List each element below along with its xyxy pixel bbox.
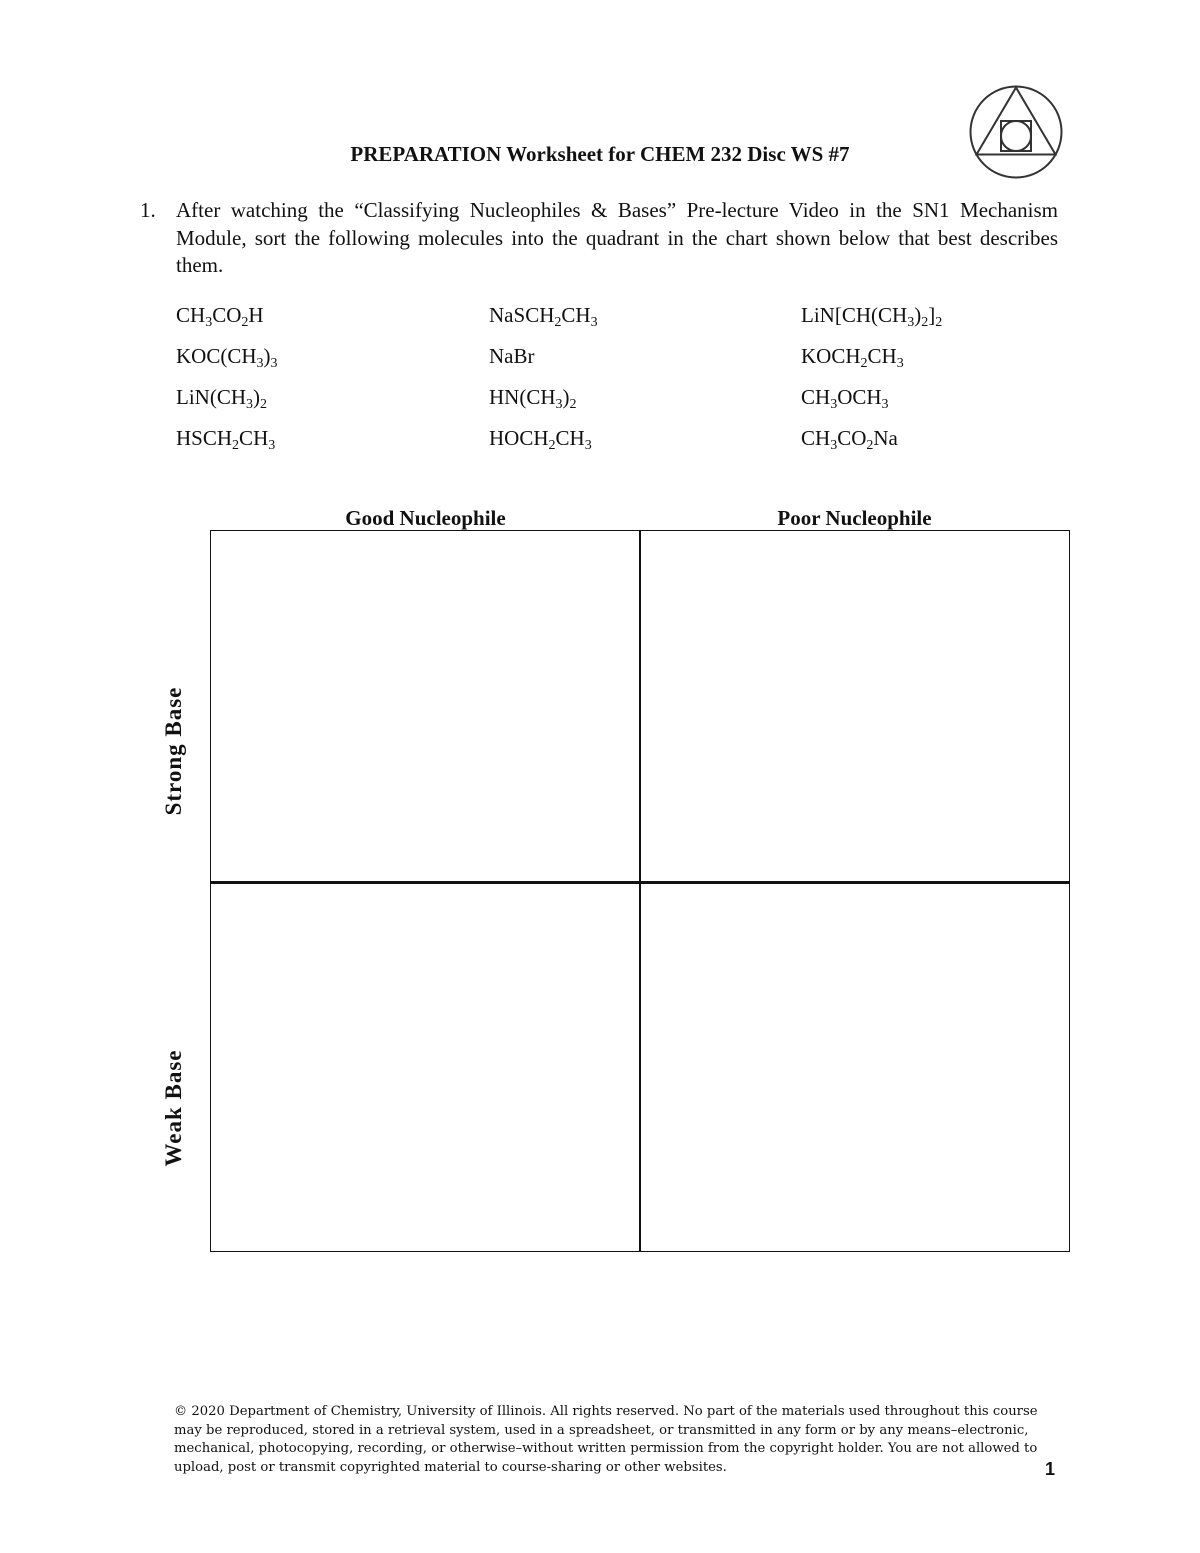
quadrant-good-nucleophile-strong-base[interactable] (211, 531, 639, 881)
molecule-formula: $NaSCH_2CH_3$ (489, 303, 598, 330)
molecule-formula: $KOCH_2CH_3$ (801, 344, 904, 371)
molecule-formula: $HN(CH_3)_2$ (489, 385, 577, 412)
quadrant-poor-nucleophile-strong-base[interactable] (641, 531, 1069, 881)
molecule-formula: $CH_3OCH_3$ (801, 385, 889, 412)
molecule-formula: $KOC(CH_3)_3$ (176, 344, 278, 371)
row-label-strong-base: Strong Base (161, 686, 186, 816)
molecule-row (176, 426, 1076, 467)
column-header-good-nucleophile: Good Nucleophile (345, 506, 506, 530)
page-number: 1 (1045, 1459, 1056, 1479)
molecule-formula: $HSCH_2CH_3$ (176, 426, 276, 453)
grid-divider-horizontal (211, 881, 1069, 884)
molecule-formula: $CH_3CO_2Na$ (801, 426, 898, 453)
quadrant-poor-nucleophile-weak-base[interactable] (641, 884, 1069, 1250)
grid-divider-vertical (639, 531, 641, 1251)
molecule-row (176, 385, 1076, 426)
molecule-row (176, 303, 1076, 344)
question-1 (140, 197, 1058, 280)
classification-grid (210, 530, 1070, 1252)
quadrant-good-nucleophile-weak-base[interactable] (211, 884, 639, 1250)
column-header-poor-nucleophile: Poor Nucleophile (777, 506, 932, 530)
page-title: PREPARATION Worksheet for CHEM 232 Disc WS #7 (350, 142, 850, 166)
question-number: 1. (140, 198, 156, 222)
molecule-formula: $LiN[CH(CH_3)_2]_2$ (801, 303, 943, 330)
copyright-notice: © 2020 Department of Chemistry, University of Illinois. All rights reserved. No part of the materials used throughout this course may be reproduced, stored in a retrieval system, used in a spreadsheet, or transmitted in any form or by any means–electronic, mechanical, photocopying, recording, or otherwise–without written permission from the copyright holder. You are not allowed to upload, post or transmit copyrighted material to course-sharing or other websites. (174, 1404, 1038, 1475)
molecule-formula: $CH_3CO_2H$ (176, 303, 264, 330)
molecule-row (176, 344, 1076, 385)
molecule-formula: NaBr (489, 344, 535, 368)
molecule-formula: $LiN(CH_3)_2$ (176, 385, 268, 412)
question-text: After watching the “Classifying Nucleophiles & Bases” Pre-lecture Video in the SN1 Mechanism Module, sort the following molecules into the quadrant in the chart shown below that best describes them. (176, 198, 1058, 277)
molecule-list (176, 303, 1076, 467)
row-label-weak-base: Weak Base (161, 1049, 186, 1167)
molecule-formula: $HOCH_2CH_3$ (489, 426, 592, 453)
